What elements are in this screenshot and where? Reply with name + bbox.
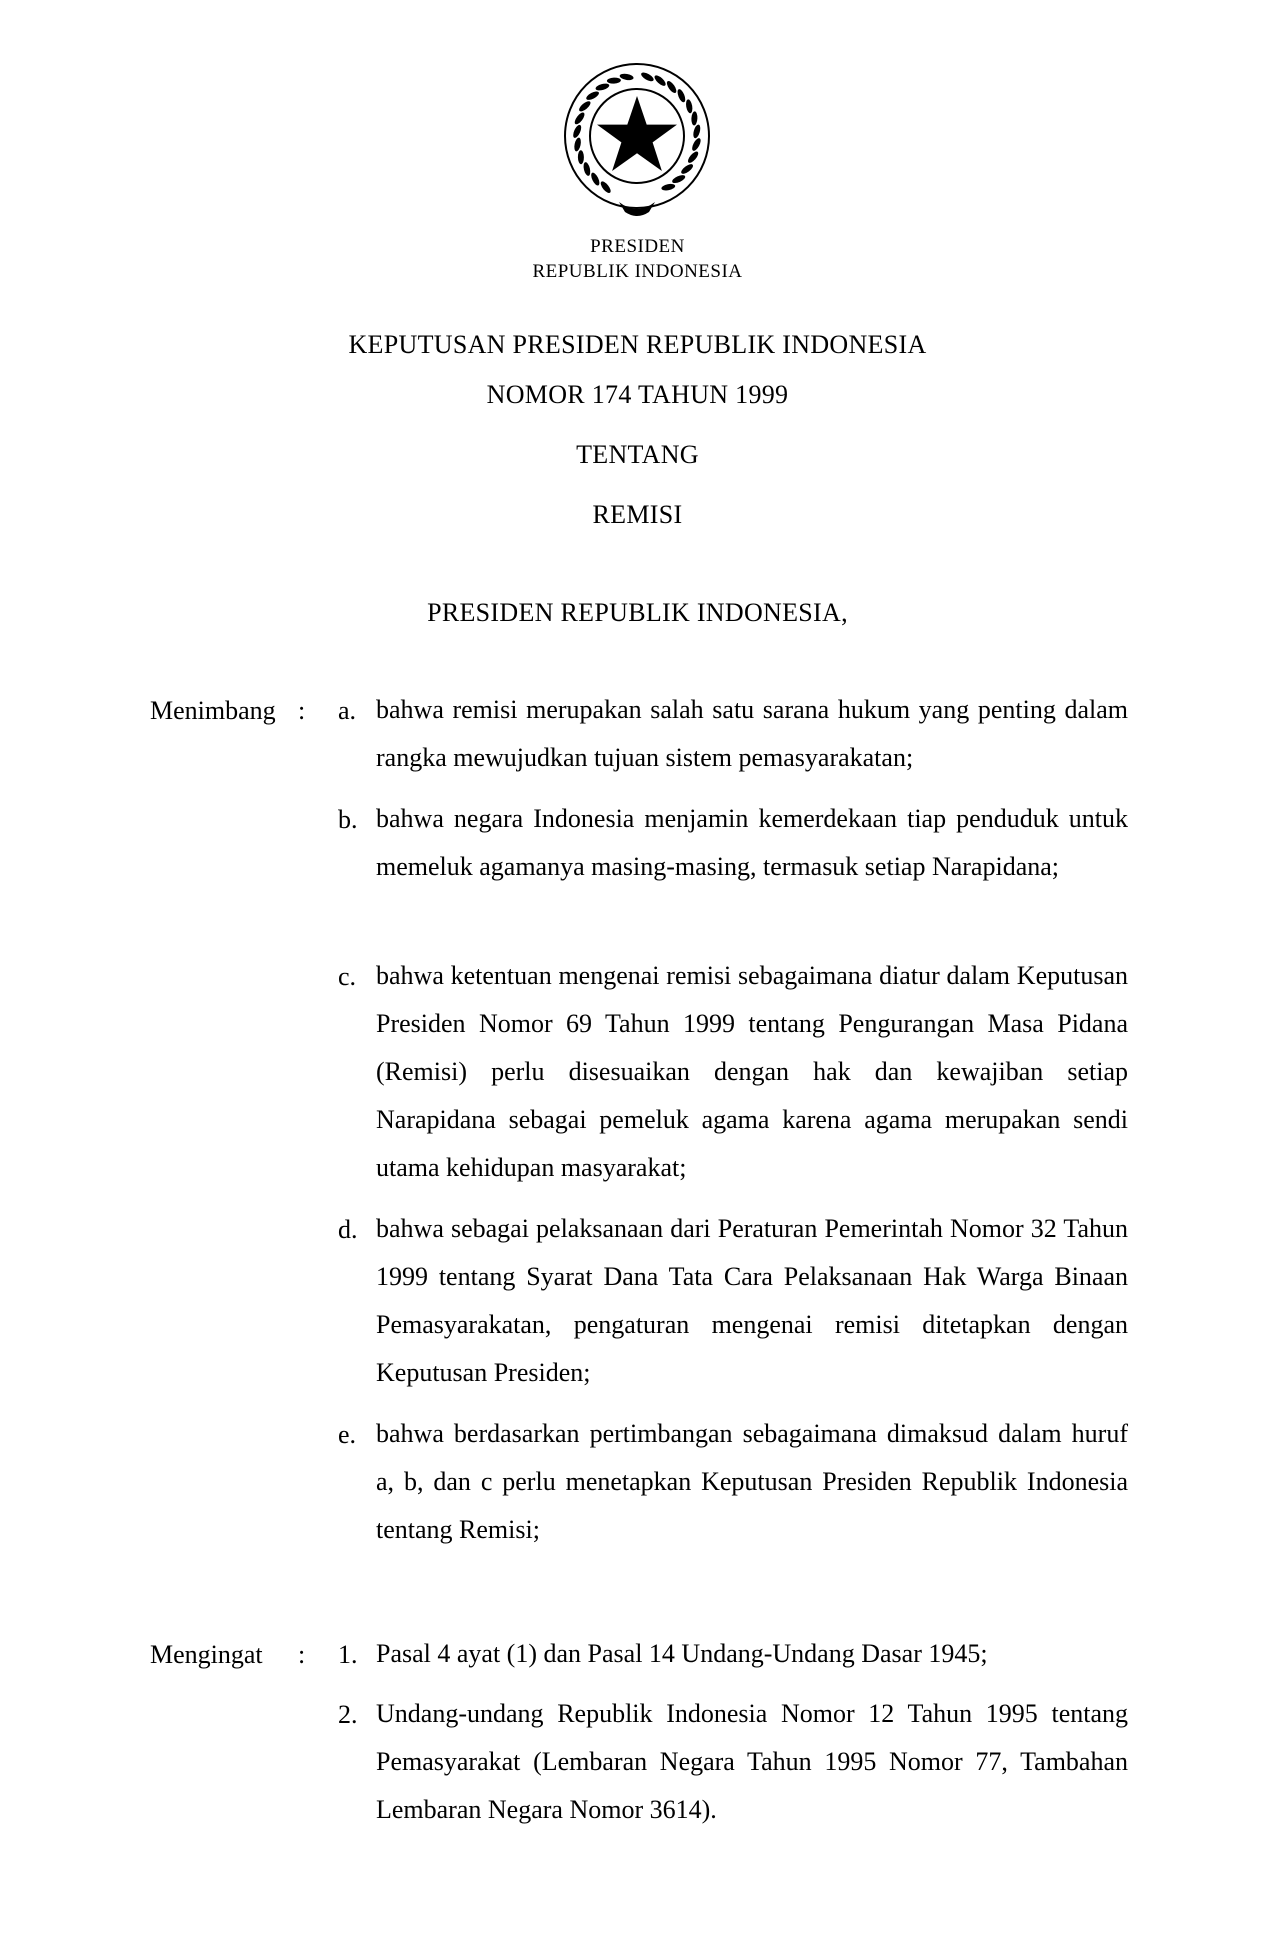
item-marker: 2. xyxy=(338,1700,358,1729)
wreath-leaf-icon xyxy=(573,111,586,126)
wreath-leaf-icon xyxy=(691,111,698,125)
wreath-leaf-icon xyxy=(661,183,676,192)
wreath-leaf-icon xyxy=(578,150,584,164)
mengingat-label: Mengingat xyxy=(150,1640,263,1669)
mengingat-item-2 xyxy=(338,1690,1128,1834)
menimbang-label: Menimbang xyxy=(150,696,276,725)
wreath-leaf-icon xyxy=(690,137,702,152)
item-text: Pasal 4 ayat (1) dan Pasal 14 Undang-Undang Dasar 1945; xyxy=(376,1639,988,1668)
item-text: bahwa sebagai pelaksanaan dari Peraturan Pemerintah Nomor 32 Tahun 1999 tentang Syarat Dana Tata Cara Pelaksanaan Hak Warga Binaan Pemasyarakatan, pengaturan mengenai remisi ditetapkan dengan Keputusan Presiden; xyxy=(376,1214,1128,1387)
enacting-authority: PRESIDEN REPUBLIK INDONESIA, xyxy=(427,598,848,627)
wreath-leaf-icon xyxy=(599,180,612,195)
menimbang-item-b xyxy=(338,795,1128,891)
wreath-leaf-icon xyxy=(578,99,593,113)
item-marker: b. xyxy=(338,805,358,834)
header-country: REPUBLIK INDONESIA xyxy=(532,261,743,282)
item-text: bahwa remisi merupakan salah satu sarana hukum yang penting dalam rangka mewujudkan tujuan sistem pemasyarakatan; xyxy=(376,695,1128,772)
wreath-leaf-icon xyxy=(607,77,621,84)
wreath-leaf-icon xyxy=(680,162,695,175)
mengingat-colon: : xyxy=(298,1640,306,1669)
item-marker: c. xyxy=(338,962,357,991)
wreath-leaf-icon xyxy=(582,161,591,176)
wreath-leaf-icon xyxy=(685,99,693,114)
mengingat-item-1 xyxy=(338,1630,1128,1678)
wreath-leaf-icon xyxy=(619,73,634,81)
menimbang-item-c xyxy=(338,952,1128,1192)
item-marker: 1. xyxy=(338,1640,358,1669)
wreath-leaf-icon xyxy=(665,80,678,95)
item-text: bahwa berdasarkan pertimbangan sebagaimana dimaksud dalam huruf a, b, dan c perlu menetapkan Keputusan Presiden Republik Indonesia tentang Remisi; xyxy=(376,1419,1128,1544)
ribbon-icon xyxy=(619,202,655,216)
wreath-leaf-icon xyxy=(640,71,655,83)
item-marker: e. xyxy=(338,1420,357,1449)
wreath-leaf-icon xyxy=(573,137,582,152)
decree-subject: REMISI xyxy=(592,500,683,529)
presidential-emblem-icon xyxy=(555,56,719,220)
wreath-leaf-icon xyxy=(590,171,602,186)
decree-number: NOMOR 174 TAHUN 1999 xyxy=(486,380,789,409)
wreath-leaf-icon xyxy=(653,74,667,88)
decree-title: KEPUTUSAN PRESIDEN REPUBLIK INDONESIA xyxy=(348,330,927,359)
item-text: bahwa negara Indonesia menjamin kemerdekaan tiap penduduk untuk memeluk agamanya masing-masing, termasuk setiap Narapidana; xyxy=(376,804,1128,881)
wreath-leaf-icon xyxy=(671,174,686,185)
menimbang-colon: : xyxy=(298,696,306,725)
item-text: bahwa ketentuan mengenai remisi sebagaimana diatur dalam Keputusan Presiden Nomor 69 Tahun 1999 tentang Pengurangan Masa Pidana (Remisi) perlu disesuaikan dengan hak dan kewajiban setiap Narapidana sebagai pemeluk agama karena agama merupakan sendi utama kehidupan masyarakat; xyxy=(376,961,1128,1182)
wreath-leaf-icon xyxy=(572,124,583,139)
header-office: PRESIDEN xyxy=(590,236,685,257)
item-marker: a. xyxy=(338,696,357,725)
wreath-leaf-icon xyxy=(676,88,687,103)
item-marker: d. xyxy=(338,1215,358,1244)
menimbang-item-e xyxy=(338,1410,1128,1554)
menimbang-item-d xyxy=(338,1205,1128,1397)
wreath-leaf-icon xyxy=(585,90,600,102)
star-icon xyxy=(597,96,677,171)
wreath-leaf-icon xyxy=(595,82,610,91)
menimbang-item-a xyxy=(338,686,1128,782)
decree-about: TENTANG xyxy=(576,440,699,469)
wreath-leaf-icon xyxy=(692,124,702,139)
item-text: Undang-undang Republik Indonesia Nomor 12 Tahun 1995 tentang Pemasyarakat (Lembaran Negara Tahun 1995 Nomor 77, Tambahan Lembaran Negara Nomor 3614). xyxy=(376,1699,1128,1824)
wreath-leaf-icon xyxy=(686,150,700,165)
